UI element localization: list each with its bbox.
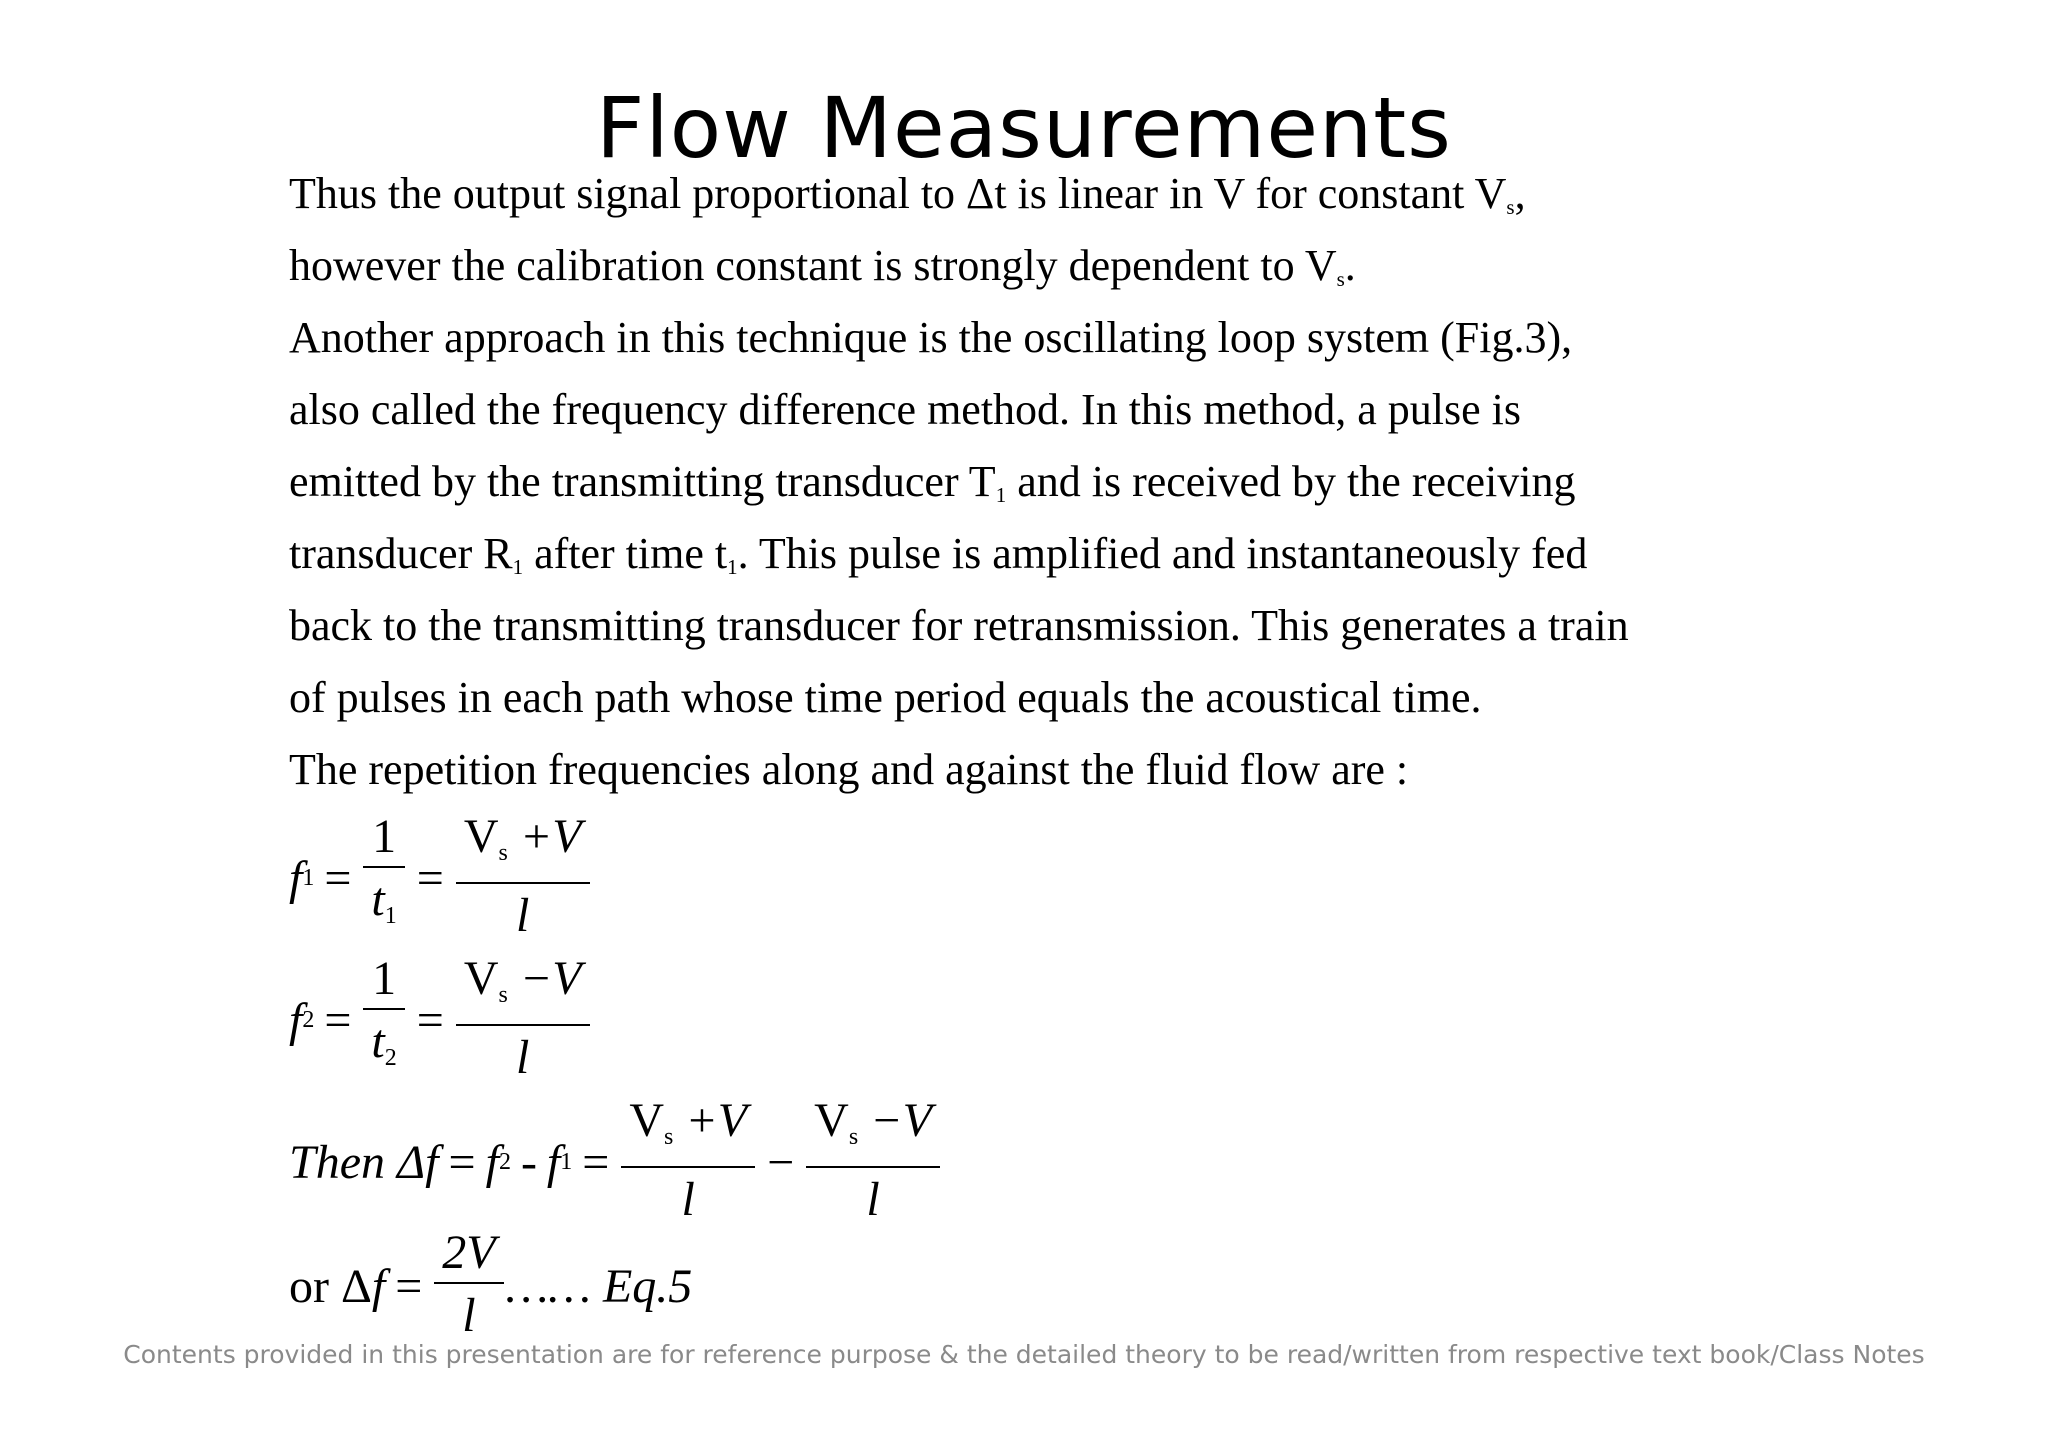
equation-eq5	[289, 1224, 692, 1348]
denominator	[363, 866, 404, 948]
text-run: Another approach in this technique is the oscillating loop system (Fig.3),	[289, 313, 1573, 362]
eq-operator: =	[448, 1135, 476, 1189]
text-line	[289, 734, 1849, 806]
equation-f2	[289, 950, 592, 1090]
subscript: s	[1336, 267, 1345, 291]
text-line	[289, 518, 1849, 590]
eq-symbol: t	[371, 873, 385, 926]
text-run: Thus the output signal proportional to Δt is linear in V for constant V	[289, 169, 1507, 218]
denominator: l	[456, 882, 590, 948]
numerator	[460, 950, 586, 1024]
numerator: 2V	[442, 1226, 496, 1279]
equation-delta-f	[289, 1092, 942, 1232]
eq-operator: =	[324, 851, 352, 905]
text-line	[289, 662, 1849, 734]
fraction	[625, 1092, 751, 1232]
eq-symbol: or Δ	[289, 1259, 372, 1313]
text-run: also called the frequency difference method. In this method, a pulse is	[289, 385, 1521, 434]
text-line	[289, 590, 1849, 662]
text-run: back to the transmitting transducer for retransmission. This generates a train	[289, 601, 1629, 650]
numerator	[810, 1092, 936, 1166]
text-run: . This pulse is amplified and instantaneously fed	[737, 529, 1588, 578]
text-run: The repetition frequencies along and against the fluid flow are :	[289, 745, 1409, 794]
numerator: 1	[372, 952, 397, 1005]
eq-symbol: Then Δf	[289, 1135, 439, 1189]
fraction	[810, 1092, 936, 1232]
eq-operator: =	[416, 993, 444, 1047]
denominator: l	[621, 1166, 755, 1232]
eq-symbol: +V	[673, 1094, 748, 1147]
eq-symbol: f	[289, 851, 303, 905]
eq-operator: =	[582, 1135, 610, 1189]
eq-symbol: V	[629, 1094, 665, 1147]
slide-title: Flow Measurements	[596, 79, 1452, 177]
text-run: ,	[1514, 169, 1526, 218]
text-run: however the calibration constant is strongly dependent to V	[289, 241, 1337, 290]
eq-symbol: t	[371, 1015, 385, 1068]
numerator	[625, 1092, 751, 1166]
fraction	[367, 950, 400, 1090]
subscript: s	[498, 982, 508, 1008]
subscript: 1	[560, 1148, 573, 1175]
eq-symbol: f	[546, 1135, 561, 1189]
eq-operator: -	[520, 1135, 537, 1189]
text-run: of pulses in each path whose time period equals the acoustical time.	[289, 673, 1482, 722]
text-line	[289, 374, 1849, 446]
eq-symbol: +V	[507, 810, 582, 863]
eq-operator: =	[416, 851, 444, 905]
text-run: transducer R	[289, 529, 513, 578]
fraction	[460, 950, 586, 1090]
subscript: 1	[995, 483, 1007, 507]
subscript: s	[1506, 195, 1515, 219]
denominator: l	[456, 1024, 590, 1090]
eq-symbol: f	[289, 993, 303, 1047]
text-run: after time t	[523, 529, 728, 578]
subscript: s	[664, 1124, 674, 1150]
text-line	[289, 158, 1849, 230]
eq-operator: −	[767, 1135, 795, 1189]
fraction	[460, 808, 586, 948]
slide-footer: Contents provided in this presentation are for reference purpose & the detailed theory to be read/written from respective text book/Class Notes	[123, 1340, 1925, 1369]
fraction	[438, 1224, 499, 1348]
subscript: s	[848, 1124, 859, 1150]
eq-symbol: V	[814, 1094, 849, 1147]
eq-symbol: f	[485, 1135, 499, 1189]
text-line	[289, 230, 1849, 302]
eq-symbol: V	[463, 952, 499, 1005]
slide-body-text	[289, 158, 1849, 806]
text-run: emitted by the transmitting transducer T	[289, 457, 996, 506]
subscript: 1	[512, 555, 524, 579]
eq-symbol: f	[371, 1259, 386, 1313]
equation-label: …… Eq.5	[505, 1259, 693, 1313]
eq-symbol: V	[463, 810, 499, 863]
equation-f1	[289, 808, 592, 948]
subscript: s	[498, 840, 508, 866]
text-run: and is received by the receiving	[1006, 457, 1576, 506]
numerator	[460, 808, 586, 882]
denominator: l	[434, 1282, 503, 1348]
eq-symbol: −V	[858, 1094, 932, 1147]
subscript: 2	[384, 1045, 397, 1071]
text-line	[289, 302, 1849, 374]
subscript: 2	[302, 1006, 315, 1033]
subscript: 1	[384, 903, 397, 929]
text-line	[289, 446, 1849, 518]
denominator: l	[806, 1166, 940, 1232]
numerator: 1	[372, 810, 397, 863]
subscript: 1	[727, 555, 738, 579]
subscript: 2	[498, 1148, 511, 1175]
fraction	[367, 808, 400, 948]
text-run: .	[1344, 241, 1356, 290]
subscript: 1	[302, 864, 315, 891]
denominator	[363, 1008, 404, 1090]
eq-operator: =	[395, 1259, 423, 1313]
eq-symbol: −V	[507, 952, 582, 1005]
eq-operator: =	[324, 993, 352, 1047]
